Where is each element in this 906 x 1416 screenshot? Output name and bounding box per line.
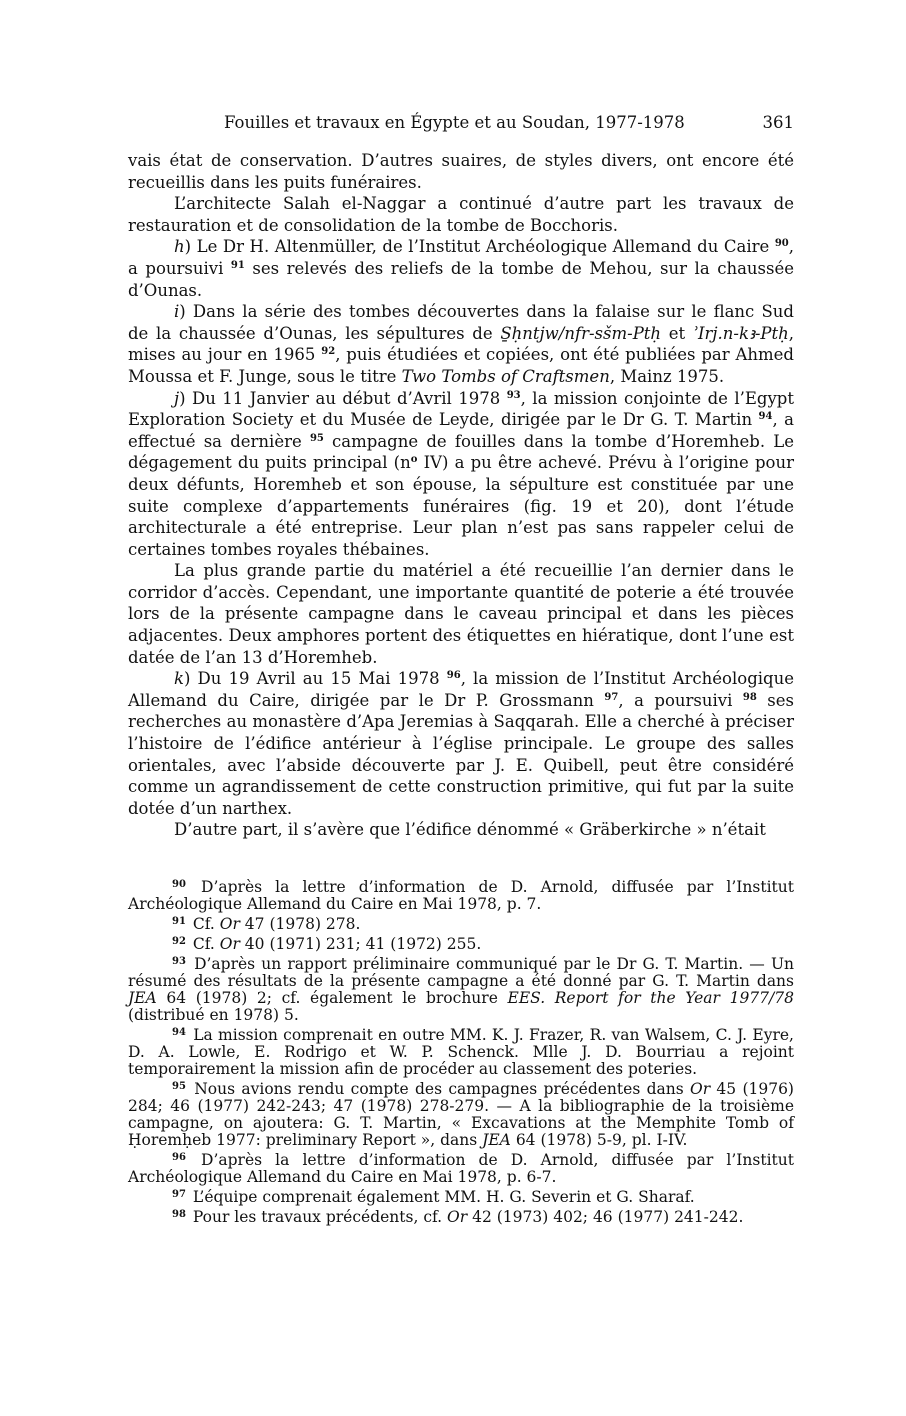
footnote — [128, 1206, 794, 1226]
footnote — [128, 933, 794, 953]
paragraph: vais état de conservation. D’autres suaires, de styles divers, ont encore été recueillis dans les puits funéraires. — [128, 151, 794, 192]
footnote-text: Nous avions rendu compte des campagnes précédentes dans Or 45 (1976) 284; 46 (1977) 242-243; 47 (1978) 278-279. — A la bibliographie de la troisième campagne, on ajoutera: G. T. Martin, « Excavations at the Memphite Tomb of Ḥoremḥeb 1977: preliminary Report », dans JEA 64 (1978) 5-9, pl. I-IV. — [128, 1080, 794, 1149]
paragraph: h) Le Dr H. Altenmüller, de l’Institut Archéologique Allemand du Caire $^{90}$, a poursuivi $^{91}$ ses relevés des reliefs de la tombe de Mehou, sur la chaussée d’Ounas. — [128, 237, 795, 300]
footnote — [128, 1186, 794, 1206]
footnote-number: 90 — [172, 879, 186, 890]
footnote — [128, 876, 794, 913]
paragraph: i) Dans la série des tombes découvertes dans la falaise sur le flanc Sud de la chaussée d’Ounas, les sépultures de S̱ḥntjw/nfr-sšm-Ptḥ et ʾIrj.n-kꜣ-Ptḥ, mises au jour en 1965 $^{92}$, puis étudiées et copiées, ont été publiées par Ahmed Moussa et F. Junge, sous le titre Two Tombs of Craftsmen, Mainz 1975. — [128, 302, 794, 386]
footnote-number: 97 — [172, 1189, 186, 1200]
paragraph: k) Du 19 Avril au 15 Mai 1978 $^{96}$, la mission de l’Institut Archéologique Allemand du Caire, dirigée par le Dr P. Grossmann $^{97}$, a poursuivi $^{98}$ ses recherches au monastère d’Apa Jeremias à Saqqarah. Elle a cherché à préciser l’histoire de l’édifice antérieur à l’église principale. Le groupe des salles orientales, avec l’abside découverte par J. E. Quibell, peut être considéré comme un agrandissement de cette construction primitive, qui fut par la suite dotée d’un narthex. — [128, 669, 794, 818]
running-title: Fouilles et travaux en Égypte et au Soudan, 1977-1978 — [224, 113, 685, 132]
main-text — [128, 150, 794, 841]
footnote-number: 92 — [172, 936, 186, 947]
footnote-text: Pour les travaux précédents, cf. Or 42 (1973) 402; 46 (1977) 241-242. — [187, 1208, 744, 1226]
page-number: 361 — [762, 113, 794, 132]
footnote-number: 91 — [172, 916, 186, 927]
footnote — [128, 1149, 794, 1186]
paragraph: D’autre part, il s’avère que l’édifice dénommé « Gräberkirche » n’était — [174, 820, 766, 840]
paragraph: L’architecte Salah el-Naggar a continué d’autre part les travaux de restauration et de consolidation de la tombe de Bocchoris. — [128, 194, 794, 235]
footnote-number: 95 — [172, 1081, 186, 1092]
footnote — [128, 1078, 794, 1149]
footnote-number: 94 — [172, 1027, 186, 1038]
footnote — [128, 953, 794, 1024]
footnote — [128, 913, 794, 933]
footnote-number: 93 — [172, 956, 186, 967]
footnote-text: D’après la lettre d’information de D. Arnold, diffusée par l’Institut Archéologique Allemand du Caire en Mai 1978, p. 6-7. — [128, 1151, 794, 1186]
footnote-number: 98 — [172, 1209, 186, 1220]
footnote-text: Cf. Or 47 (1978) 278. — [187, 915, 361, 933]
footnote-text: La mission comprenait en outre MM. K. J. Frazer, R. van Walsem, C. J. Eyre, D. A. Lowle, E. Rodrigo et W. P. Schenck. Mlle J. D. Bourriau a rejoint temporairement la mission afin de procéder au classement des poteries. — [128, 1026, 794, 1078]
footnote-number: 96 — [172, 1152, 186, 1163]
paragraph: La plus grande partie du matériel a été recueillie l’an dernier dans le corridor d’accès. Cependant, une importante quantité de poterie a été trouvée lors de la présente campagne dans le caveau principal et dans les pièces adjacentes. Deux amphores portent des étiquettes en hiératique, dont l’une est datée de l’an 13 d’Horemheb. — [128, 561, 794, 667]
footnote-text: Cf. Or 40 (1971) 231; 41 (1972) 255. — [187, 935, 482, 953]
footnote-text: L’équipe comprenait également MM. H. G. Severin et G. Sharaf. — [187, 1188, 695, 1206]
footnote — [128, 1024, 794, 1078]
running-header — [128, 113, 794, 132]
footnote-text: D’après la lettre d’information de D. Arnold, diffusée par l’Institut Archéologique Allemand du Caire en Mai 1978, p. 7. — [128, 878, 794, 913]
footnotes — [128, 876, 794, 1226]
paragraph: j) Du 11 Janvier au début d’Avril 1978 $^{93}$, la mission conjointe de l’Egypt Exploration Society et du Musée de Leyde, dirigée par le Dr G. T. Martin $^{94}$, a effectué sa dernière $^{95}$ campagne de fouilles dans la tombe d’Horemheb. Le dégagement du puits principal ($n^o$ IV) a pu être achevé. Prévu à l’origine pour deux défunts, Horemheb et son épouse, la sépulture est constituée par une suite complexe d’appartements funéraires (fig. 19 et 20), dont l’étude architecturale a été entreprise. Leur plan n’est pas sans rappeler celui de certaines tombes royales thébaines. — [128, 388, 795, 559]
footnote-text: D’après un rapport préliminaire communiqué par le Dr G. T. Martin. — Un résumé des résultats de la présente campagne a été donné par G. T. Martin dans JEA 64 (1978) 2; cf. également le brochure EES. Report for the Year 1977/78 (distribué en 1978) 5. — [128, 955, 794, 1024]
